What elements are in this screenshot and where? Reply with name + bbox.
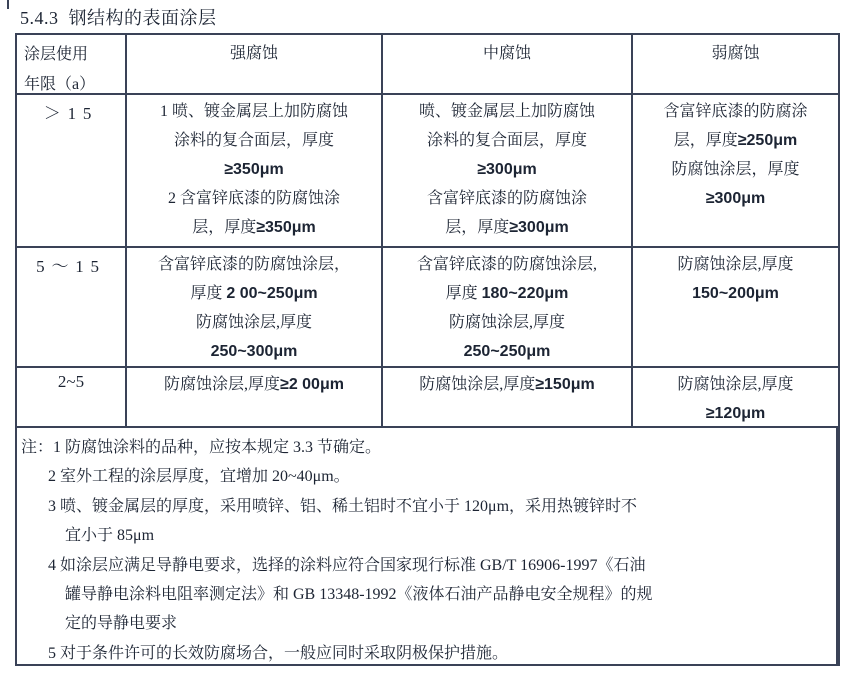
cell-text: 层，厚度 (192, 219, 257, 236)
table-cell-weak-2-5 (633, 368, 838, 428)
cell-text: 防腐蚀涂层,厚度 (419, 376, 536, 393)
note-line-3: 3 喷、镀金属层的厚度，采用喷锌、铝、稀土铝时不宜小于 120μm，采用热镀锌时不 (48, 497, 638, 515)
cell-measure: ≥300μm (705, 190, 766, 207)
cell-text: 2 含富锌底漆的防腐蚀涂 (167, 190, 340, 207)
cell-text: 厚度 (445, 285, 482, 302)
cell-measure: ≥150μm (535, 376, 595, 393)
table-cell-strong-2-5 (127, 368, 383, 428)
cell-text: 防腐蚀涂层,厚度 (448, 314, 565, 331)
note-line-1: 注：1 防腐蚀涂料的品种，应按本规定 3.3 节确定。 (21, 439, 382, 456)
cell-measure: ≥350μm (224, 161, 284, 178)
cell-text: 喷、镀金属层上加防腐蚀 (418, 103, 595, 120)
table-cell-period-5-15 (17, 248, 127, 368)
cell-text: 涂料的复合面层，厚度 (173, 132, 334, 149)
cell-text: 层，厚度 (445, 219, 510, 236)
period-value: ＞15 (43, 104, 99, 123)
header-line: 年限（a） (24, 76, 96, 93)
section-title: 5.4.3 钢结构的表面涂层 (20, 8, 217, 28)
note-line-4: 4 如涂层应满足导静电要求，选择的涂料应符合国家现行标准 GB/T 16906-1997《石油 (48, 556, 646, 574)
note-line-3-cont: 宜小于 85μm (65, 527, 155, 545)
cell-text: 含富锌底漆的防腐涂 (663, 103, 808, 120)
cell-text: 层，厚度 (673, 132, 738, 149)
cell-measure: ≥300μm (509, 219, 569, 236)
page-corner-mark (7, 0, 9, 9)
period-value: 5～15 (36, 257, 106, 276)
table-cell-period-gt15 (17, 95, 127, 248)
cell-text: 涂料的复合面层，厚度 (426, 132, 587, 149)
table-cell-period-2-5 (17, 368, 127, 428)
cell-measure: 2 00~250μm (226, 285, 318, 302)
header-coating-service-life (17, 35, 127, 95)
note-line-2: 2 室外工程的涂层厚度，宜增加 20~40μm。 (48, 468, 350, 486)
period-value: 2~5 (57, 372, 85, 391)
cell-measure: 150~200μm (692, 285, 779, 302)
table-cell-medium-2-5 (383, 368, 633, 428)
cell-measure: ≥2 00μm (280, 376, 344, 393)
header-strong-corrosion (127, 35, 383, 95)
table-cell-strong-gt15 (127, 95, 383, 248)
cell-text: 含富锌底漆的防腐蚀涂 (426, 190, 587, 207)
cell-text: 含富锌底漆的防腐蚀涂层， (157, 256, 350, 273)
cell-text: 防腐蚀涂层,厚度 (677, 376, 794, 393)
cell-measure: ≥300μm (477, 161, 537, 178)
table-cell-weak-5-15 (633, 248, 838, 368)
header-line: 弱腐蚀 (711, 45, 760, 62)
note-line-4-cont2: 定的导静电要求 (65, 615, 178, 633)
cell-text: 防腐蚀涂层,厚度 (195, 314, 312, 331)
cell-measure: ≥120μm (705, 405, 766, 422)
table-cell-medium-5-15 (383, 248, 633, 368)
cell-text: 1 喷、镀金属层上加防腐蚀 (159, 103, 348, 120)
cell-measure: 250~250μm (463, 343, 551, 360)
header-line: 中腐蚀 (482, 45, 531, 62)
cell-text: 厚度 (190, 285, 227, 302)
cell-measure: ≥350μm (256, 219, 316, 236)
table-notes (17, 428, 838, 664)
table-cell-strong-5-15 (127, 248, 383, 368)
cell-text: 防腐蚀涂层，厚度 (671, 161, 800, 178)
note-line-4-cont1: 罐导静电涂料电阻率测定法》和 GB 13348-1992《液体石油产品静电安全规程》的规 (65, 586, 653, 604)
cell-text: 防腐蚀涂层,厚度 (164, 376, 281, 393)
table-cell-medium-gt15 (383, 95, 633, 248)
cell-measure: ≥250μm (737, 132, 798, 149)
cell-text: 含富锌底漆的防腐蚀涂层, (416, 256, 597, 273)
header-medium-corrosion (383, 35, 633, 95)
note-line-5: 5 对于条件许可的长效防腐场合，一般应同时采取阴极保护措施。 (48, 644, 509, 662)
header-line: 强腐蚀 (229, 45, 278, 62)
table-cell-weak-gt15 (633, 95, 838, 248)
cell-measure: 180~220μm (481, 285, 569, 302)
coating-table (15, 33, 840, 666)
cell-measure: 250~300μm (210, 343, 298, 360)
header-weak-corrosion (633, 35, 838, 95)
header-line: 涂层使用 (24, 46, 89, 63)
cell-text: 防腐蚀涂层,厚度 (677, 256, 794, 273)
